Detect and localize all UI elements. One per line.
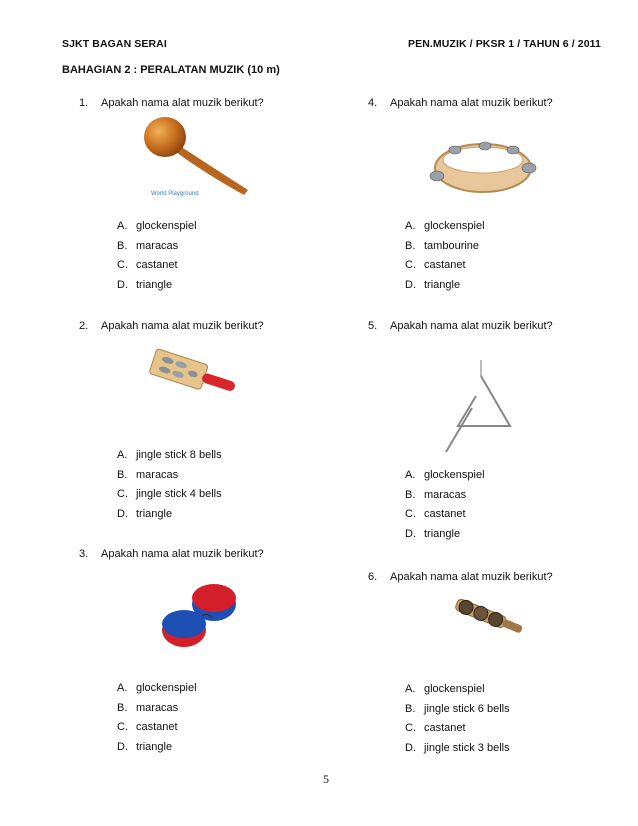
option-c: C. castanet	[117, 259, 178, 271]
option-c: C. castanet	[117, 721, 178, 733]
question-3: 3. Apakah nama alat muzik berikut?	[79, 548, 264, 560]
triangle-icon	[440, 356, 520, 456]
options-1	[117, 217, 197, 295]
options-3	[117, 679, 197, 757]
question-6: 6. Apakah nama alat muzik berikut?	[368, 571, 553, 583]
option-d: D. triangle	[405, 278, 461, 291]
options-4	[405, 217, 485, 295]
jingle-stick-3-bells-icon	[448, 594, 524, 650]
option-a: A. glockenspiel	[117, 682, 197, 694]
question-1	[79, 97, 264, 109]
question-text: Apakah nama alat muzik berikut?	[101, 97, 264, 109]
option-d: D. triangle	[117, 740, 173, 753]
option-c: C. jingle stick 4 bells	[117, 488, 222, 500]
image-caption: World Playground	[151, 191, 199, 197]
option-b: B. tambourine	[405, 239, 480, 252]
option-b: B. jingle stick 6 bells	[405, 702, 510, 715]
option-a: A. glockenspiel	[117, 220, 197, 232]
jingle-stick-icon	[140, 345, 244, 421]
tambourine-icon	[425, 138, 541, 198]
option-b: B. maracas	[405, 488, 467, 501]
options-2	[117, 446, 222, 524]
option-a: A. glockenspiel	[405, 683, 485, 695]
option-a: A. glockenspiel	[405, 469, 485, 481]
option-d: D. triangle	[117, 507, 173, 520]
question-number: 1.	[79, 97, 89, 109]
options-5	[405, 466, 485, 544]
option-a: A. glockenspiel	[405, 220, 485, 232]
option-a: A. jingle stick 8 bells	[117, 449, 222, 461]
option-d: D. triangle	[117, 278, 173, 291]
question-4: 4. Apakah nama alat muzik berikut?	[368, 97, 553, 109]
option-d: D. jingle stick 3 bells	[405, 741, 510, 754]
options-6	[405, 680, 510, 758]
option-b: B. maracas	[117, 701, 179, 714]
page-number: 5	[323, 772, 329, 786]
option-c: C. castanet	[405, 722, 466, 734]
question-5: 5. Apakah nama alat muzik berikut?	[368, 320, 553, 332]
option-c: C. castanet	[405, 508, 466, 520]
option-c: C. castanet	[405, 259, 466, 271]
castanet-icon	[158, 582, 242, 654]
option-b: B. maracas	[117, 468, 179, 481]
option-d: D. triangle	[405, 527, 461, 540]
question-2: 2. Apakah nama alat muzik berikut?	[79, 320, 264, 332]
header-subject: PEN.MUZIK / PKSR 1 / TAHUN 6 / 2011	[408, 38, 601, 50]
header-school: SJKT BAGAN SERAI	[62, 38, 167, 50]
section-title: BAHAGIAN 2 : PERALATAN MUZIK (10 m)	[62, 64, 280, 76]
option-b: B. maracas	[117, 239, 179, 252]
